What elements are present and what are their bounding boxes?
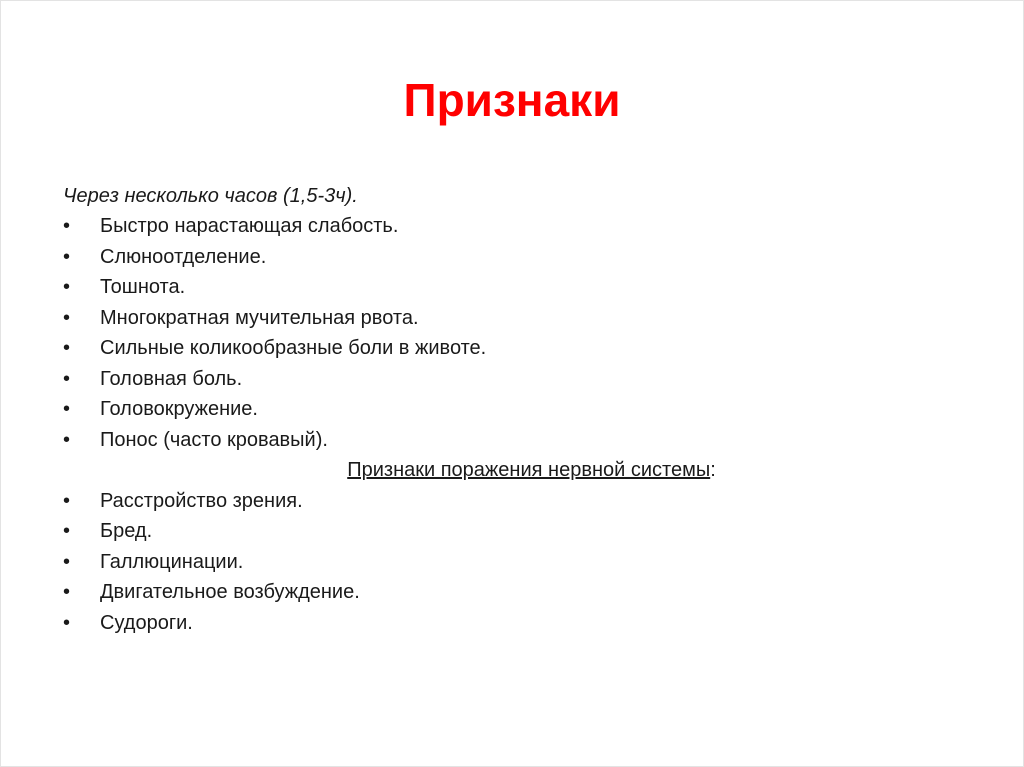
- list-item: [63, 211, 963, 242]
- bullet-icon: •: [63, 306, 71, 329]
- list-item-text: Тошнота.: [100, 276, 186, 298]
- list-item-text: Головокружение.: [100, 398, 258, 420]
- list-item: [63, 394, 963, 425]
- list-item: [63, 242, 963, 273]
- bullet-icon: •: [63, 550, 71, 573]
- symptoms-list: [63, 211, 963, 455]
- bullet-icon: •: [63, 489, 71, 512]
- bullet-icon: •: [63, 398, 71, 420]
- list-item-text: Многократная мучительная рвота.: [100, 306, 419, 329]
- bullet-icon: •: [63, 367, 71, 390]
- list-item: [63, 333, 963, 364]
- subheading-colon: :: [710, 459, 716, 481]
- list-item: [63, 608, 963, 639]
- list-item: [63, 425, 963, 456]
- slide-title: Признаки: [403, 74, 621, 126]
- bullet-icon: •: [63, 428, 71, 451]
- bullet-icon: •: [63, 337, 71, 359]
- list-item: [63, 516, 963, 547]
- list-item-text: Сильные коликообразные боли в животе.: [100, 337, 487, 359]
- list-item: [63, 577, 963, 608]
- list-item-text: Судороги.: [100, 611, 193, 634]
- list-item-text: Расстройство зрения.: [100, 489, 303, 512]
- bullet-icon: •: [63, 520, 71, 542]
- list-item-text: Галлюцинации.: [100, 550, 244, 573]
- list-item-text: Слюноотделение.: [100, 245, 267, 268]
- bullet-icon: •: [63, 215, 71, 237]
- list-item: [63, 486, 963, 517]
- list-item: [63, 547, 963, 578]
- subheading-text: Признаки поражения нервной системы: [347, 459, 711, 481]
- bullet-icon: •: [63, 581, 71, 603]
- list-item-text: Быстро нарастающая слабость.: [100, 215, 399, 237]
- list-item-text: Бред.: [100, 520, 153, 542]
- intro-text: Через несколько часов (1,5-3ч).: [63, 185, 358, 207]
- bullet-icon: •: [63, 611, 71, 634]
- list-item: [63, 303, 963, 334]
- list-item-text: Двигательное возбуждение.: [100, 581, 360, 603]
- list-item-text: Понос (часто кровавый).: [100, 428, 328, 451]
- bullet-icon: •: [63, 245, 71, 268]
- nervous-signs-list: [63, 486, 963, 639]
- list-item-text: Головная боль.: [100, 367, 243, 390]
- slide-body: [63, 181, 963, 638]
- list-item: [63, 272, 963, 303]
- nervous-system-subheading: [63, 455, 963, 486]
- list-item: [63, 364, 963, 395]
- bullet-icon: •: [63, 276, 71, 298]
